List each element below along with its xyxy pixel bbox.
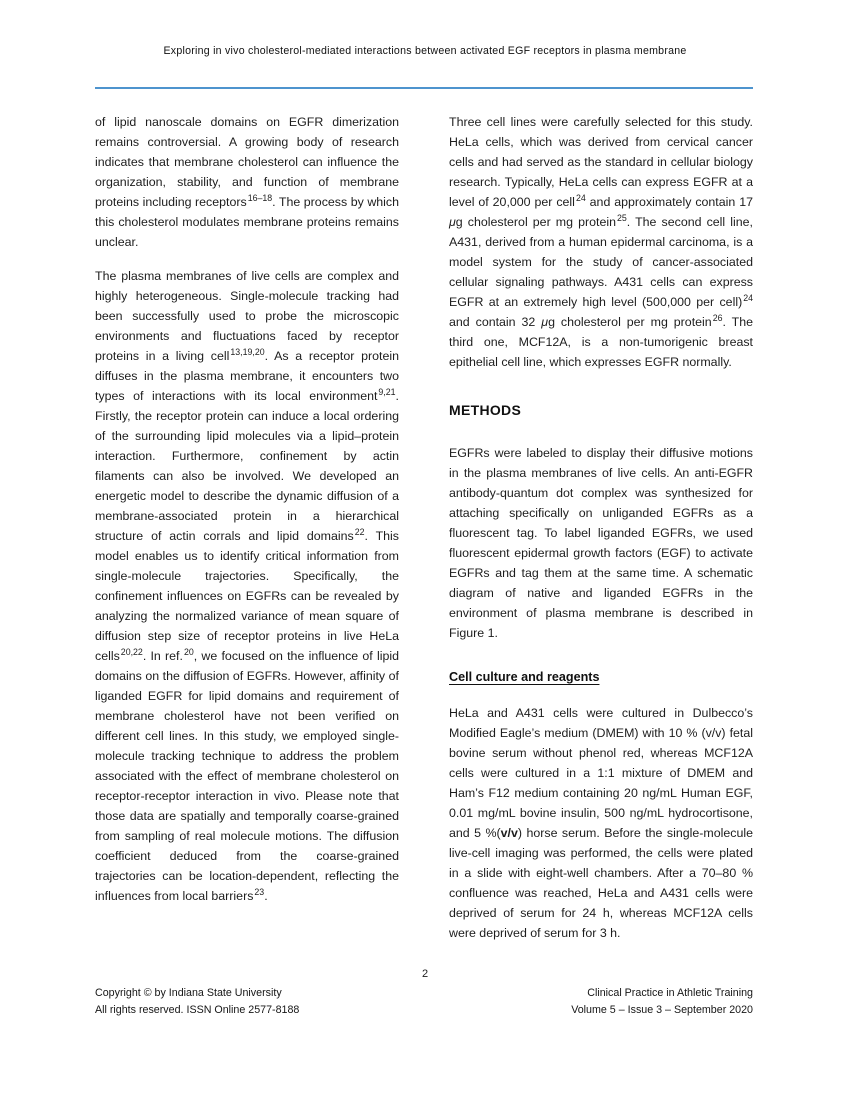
section-heading-methods: METHODS [449,402,522,418]
footer-copyright-line: Copyright © by Indiana State University [95,987,282,999]
subsection-heading-cell-culture: Cell culture and reagents [449,670,600,684]
right-column [449,112,753,957]
paragraph: The plasma membranes of live cells are complex and highly heterogeneous. Single-molecule tracking had been successfully used to probe the microscopic environments and fluctuations faced by receptor proteins in a living cell$^{13,19,20}$. As a receptor protein diffuses in the plasma membrane, it encounters two types of interactions with its local environment$^{9,21}$. Firstly, the receptor protein can induce a local ordering of the surrounding lipid molecules via a lipid–protein interaction. Furthermore, confinement by actin filaments can also be involved. We developed an energetic model to describe the dynamic diffusion of a membrane-associated protein in a hierarchical structure of actin corrals and lipid domains$^{22}$. This model enables us to identify critical information from single-molecule trajectories. Specifically, the confinement influences on EGFRs can be revealed by analyzing the normalized variance of mean square of diffusion step size of receptor proteins in live HeLa cells$^{20,22}$. In ref.$^{20}$, we focused on the influence of lipid domains on the diffusion of EGFRs. However, affinity of liganded EGFR for lipid domains and requirement of membrane cholesterol have not been verified on different cell lines. In this study, we employed single-molecule tracking technique to address the problem associated with the effect of membrane cholesterol on receptor-receptor interaction in vivo. Please note that those data are spatially and temporally coarse-grained from sampling of real molecule motions. The diffusion coefficient deduced from the coarse-grained trajectories can be location-dependent, reflecting the influences from local barriers$^{23}$. [95,269,399,903]
footer-issn-line: All rights reserved. ISSN Online 2577-8188 [95,1003,300,1016]
paragraph: HeLa and A431 cells were cultured in Dulbecco’s Modified Eagle’s medium (DMEM) with 10 % (v/v) fetal bovine serum without phenol red, whereas MCF12A cells were cultured in a 1:1 mixture of DMEM and Ham’s F12 medium containing 20 ng/mL Human EGF, 0.01 mg/mL bovine insulin, 500 ng/mL hydrocortisone, and 5 %(v/v) horse serum. Before the single-molecule live-cell imaging was performed, the cells were plated in a slide with eight-well chambers. After a 70–80 % confluence was reached, HeLa and A431 cells were deprived of serum for 24 h, whereas MCF12A cells were deprived of serum for 3 h. [449,706,753,940]
paragraph: of lipid nanoscale domains on EGFR dimerization remains controversial. A growing body of research indicates that membrane cholesterol can influence the organization, stability, and function of membrane proteins including receptors$^{16-18}$. The process by which this cholesterol modulates membrane proteins remains unclear. [95,115,399,249]
footer-copyright [95,985,299,1018]
paragraph: Three cell lines were carefully selected for this study. HeLa cells, which was derived from cervical cancer cells and had served as the standard in cellular biology research. Typically, HeLa cells can express EGFR at a level of 20,000 per cell$^{24}$ and approximately contain 17 μg cholesterol per mg protein$^{25}$. The second cell line, A431, derived from a human epidermal carcinoma, is a model system for the study of cancer-associated cellular signaling pathways. A431 cells can express EGFR at an extremely high level (500,000 per cell)$^{24}$ and contain 32 μg cholesterol per mg protein$^{26}$. The third one, MCF12A, is a non-tumorigenic breast epithelial cell line, which expresses EGFR normally. [449,115,754,369]
running-header-title: Exploring in vivo cholesterol-mediated interactions between activated EGF receptors in plasma membrane [163,45,687,57]
page-footer [95,985,753,1018]
paragraph: EGFRs were labeled to display their diffusive motions in the plasma membranes of live cells. An anti-EGFR antibody-quantum dot complex was synthesized for attaching specifically on unliganded EGFRs as a fluorescent tag. To label liganded EGFRs, we used fluorescent epidermal growth factors (EGF) to activate EGFRs and tag them at the same time. A schematic diagram of native and liganded EGFRs in the environment of plasma membrane is described in Figure 1. [449,446,753,640]
header-divider-rule [95,87,753,89]
left-column [95,112,399,957]
two-column-body [95,112,753,957]
footer-journal-name: Clinical Practice in Athletic Training [587,987,753,999]
footer-journal-info [571,985,753,1018]
footer-volume-issue: Volume 5 – Issue 3 – September 2020 [571,1003,753,1016]
page-number: 2 [421,968,429,980]
